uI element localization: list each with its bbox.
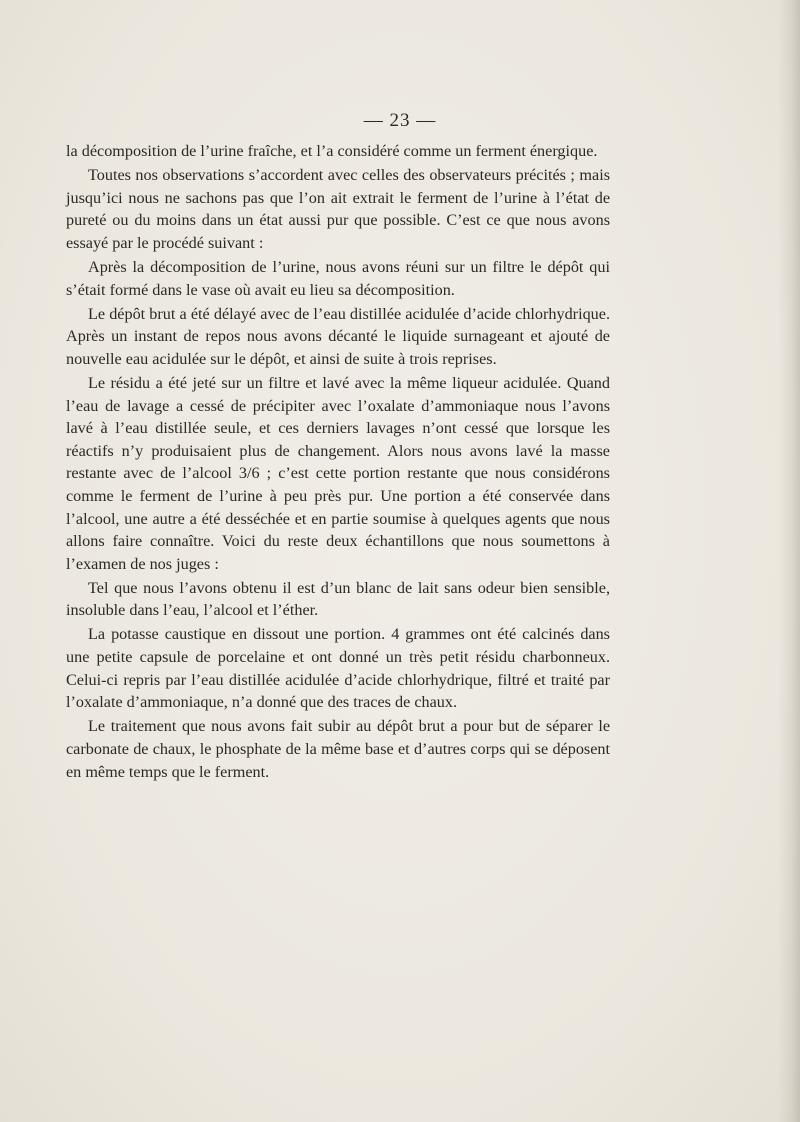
page-number: — 23 — <box>363 110 437 131</box>
page-edge-shadow <box>778 0 800 1122</box>
paragraph: Après la décomposition de l’urine, nous avons réuni sur un filtre le dépôt qui s’était formé dans le vase où avait eu lieu sa décomposition. <box>66 257 610 299</box>
paragraph: Le dépôt brut a été délayé avec de l’eau distillée acidulée d’acide chlorhydrique. Après un instant de repos nous avons décanté le liquide surnageant et ajouté de nouvelle eau acidulée sur le dépôt, et ainsi de suite à trois reprises. <box>66 304 610 368</box>
paragraph: La potasse caustique en dissout une portion. 4 grammes ont été calcinés dans une petite capsule de porcelaine et ont donné un très petit résidu charbonneux. Celui-ci repris par l’eau distillée acidulée d’acide chlorhydrique, filtré et traité par l’oxalate d’ammoniaque, n’a donné que des traces de chaux. <box>66 625 610 712</box>
paragraph: Le traitement que nous avons fait subir au dépôt brut a pour but de séparer le carbonate de chaux, le phosphate de la même base et d’autres corps qui se déposent en même temps que le ferment. <box>66 717 610 781</box>
paragraph-continuation: la décomposition de l’urine fraîche, et l’a considéré comme un ferment énergique. <box>66 142 598 160</box>
paragraph: Tel que nous l’avons obtenu il est d’un blanc de lait sans odeur bien sensible, insoluble dans l’eau, l’alcool et l’éther. <box>66 578 610 620</box>
body-text <box>66 140 610 785</box>
paragraph: Le résidu a été jeté sur un filtre et lavé avec la même liqueur acidulée. Quand l’eau de lavage a cessé de précipiter avec l’oxalate d’ammoniaque nous l’avons lavé à l’eau distillée seule, et ces derniers lavages n’ont cessé que lorsque les réactifs n’y produisaient plus de changement. Alors nous avons lavé la masse restante avec de l’alcool 3/6 ; c’est cette portion restante que nous considérons comme le ferment de l’urine à peu près pur. Une portion a été conservée dans l’alcool, une autre a été desséchée et en partie soumise à quelques agents que nous allons faire connaître. Voici du reste deux échantillons que nous soumettons à l’examen de nos juges : <box>66 373 610 573</box>
paragraph: Toutes nos observations s’accordent avec celles des observateurs précités ; mais jusqu’ici nous ne sachons pas que l’on ait extrait le ferment de l’urine à l’état de pureté ou du moins dans un état aussi pur que possible. C’est ce que nous avons essayé par le procédé suivant : <box>66 166 610 252</box>
